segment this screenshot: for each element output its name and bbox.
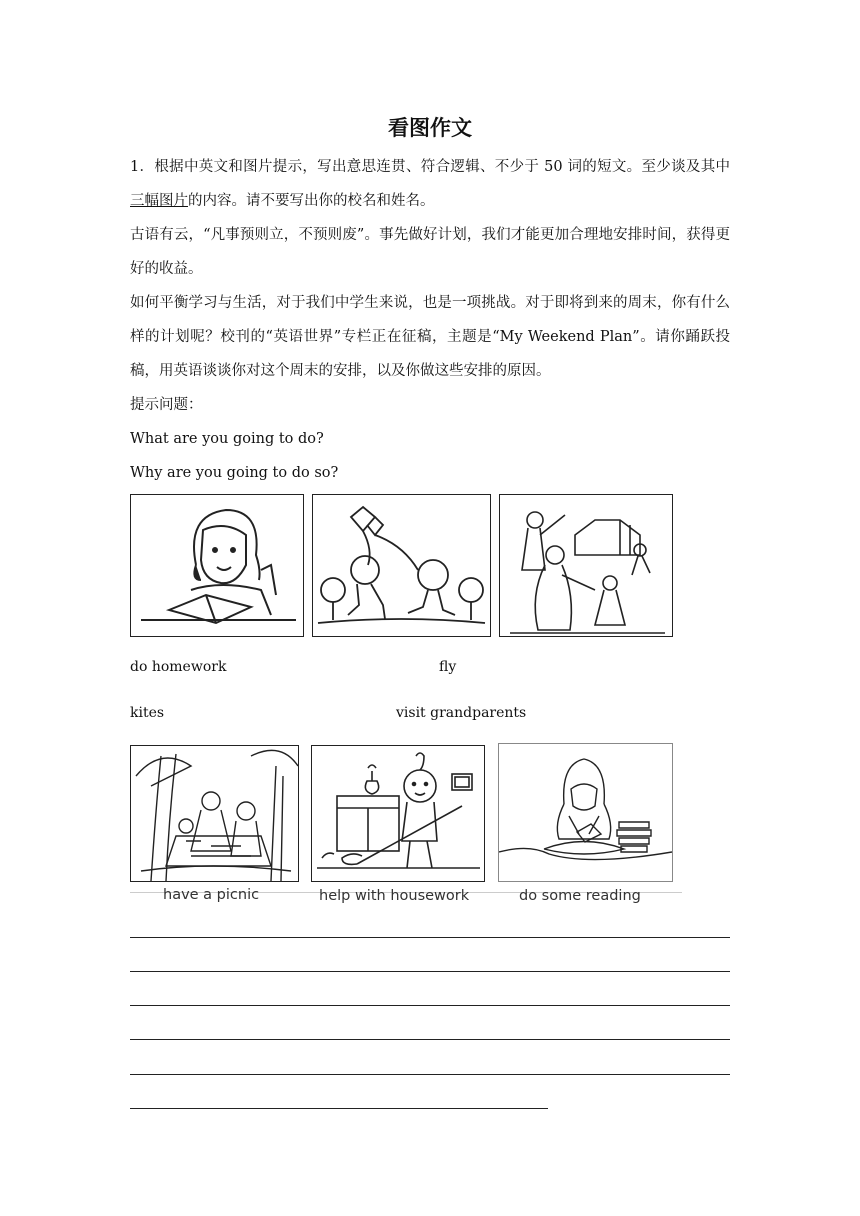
answer-line[interactable]: [130, 1005, 730, 1006]
caption-do-homework: do homework: [130, 659, 227, 675]
homework-image: [130, 494, 304, 637]
caption-have-a-picnic: have a picnic: [163, 887, 260, 903]
hint-label: 提示问题：: [130, 397, 203, 413]
answer-line[interactable]: [130, 971, 730, 972]
instruction-underlined: 三幅图片: [130, 193, 188, 209]
page-title: 看图作文: [388, 116, 472, 140]
answer-line[interactable]: [130, 1039, 730, 1040]
question-number: 1．: [130, 159, 155, 175]
picnic-image: [130, 745, 299, 882]
instruction-paragraph: [130, 150, 730, 218]
caption-kites: kites: [130, 705, 165, 721]
answer-line[interactable]: [130, 937, 730, 938]
instruction-text-b: 的内容。请不要写出你的校名和姓名。: [188, 193, 435, 209]
instruction-text-a: 根据中英文和图片提示，写出意思连贯、符合逻辑、不少于 50 词的短文。至少谈及其中: [154, 159, 730, 175]
housework-image: [311, 745, 485, 882]
kites-image: [312, 494, 491, 637]
caption-help-with-housework: help with housework: [319, 888, 470, 904]
caption-do-some-reading: do some reading: [519, 888, 641, 904]
reading-image: [498, 743, 673, 882]
grandparents-image: [499, 494, 673, 637]
hint-question-2: Why are you going to do so?: [130, 465, 339, 481]
answer-line[interactable]: [130, 1108, 548, 1109]
proverb-paragraph: 古语有云，“凡事预则立，不预则废”。事先做好计划，我们才能更加合理地安排时间，获得更好的收益。: [130, 227, 730, 277]
caption-visit-grandparents: visit grandparents: [396, 705, 527, 721]
context-paragraph: 如何平衡学习与生活，对于我们中学生来说，也是一项挑战。对于即将到来的周末，你有什么样的计划呢？校刊的“英语世界”专栏正在征稿，主题是“My Weekend Plan”。请你踊跃投稿，用英语谈谈你对这个周末的安排，以及你做这些安排的原因。: [130, 295, 730, 379]
hint-question-1: What are you going to do?: [130, 431, 324, 447]
answer-line[interactable]: [130, 1074, 730, 1075]
caption-fly: fly: [439, 659, 457, 675]
